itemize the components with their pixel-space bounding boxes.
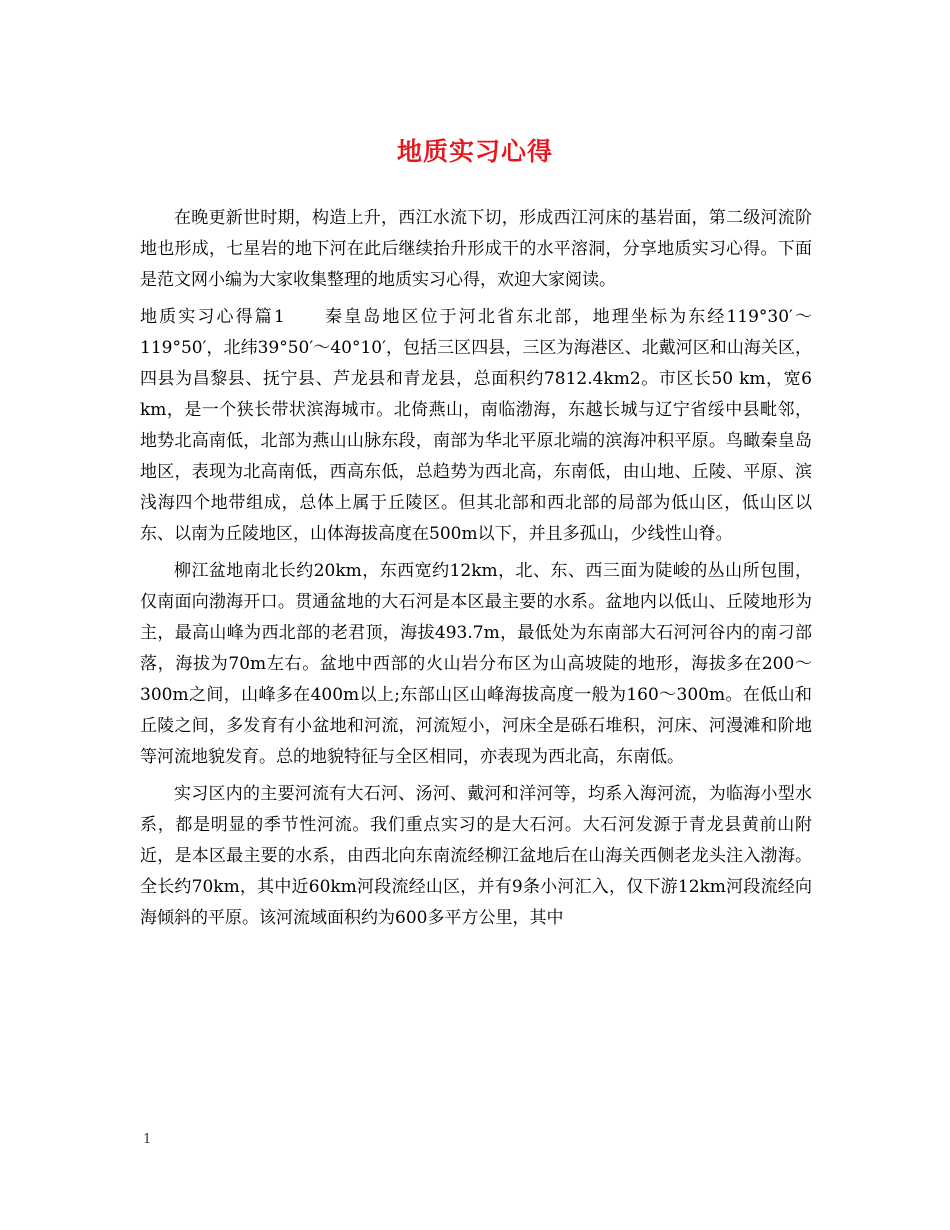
paragraph-liujiang-basin: 柳江盆地南北长约20km，东西宽约12km，北、东、西三面为陡峻的丛山所包围，仅南面向渤海开口。贯通盆地的大石河是本区最主要的水系。盆地内以低山、丘陵地形为主，最高山峰为西北部的老君顶，海拔493.7m，最低处为东南部大石河河谷内的南刁部落，海拔为70m左右。盆地中西部的火山岩分布区为山高坡陡的地形，海拔多在200～300m之间，山峰多在400m以上;东部山区山峰海拔高度一般为160～300m。在低山和丘陵之间，多发育有小盆地和河流，河流短小，河床全是砾石堆积，河床、河漫滩和阶地等河流地貌发育。总的地貌特征与全区相同，亦表现为西北高，东南低。 [140,561,812,767]
paragraph-intro: 在晚更新世时期，构造上升，西江水流下切，形成西江河床的基岩面，第二级河流阶地也形成，七星岩的地下河在此后继续抬升形成干的水平溶洞，分享地质实习心得。下面是范文网小编为大家收集整理的地质实习心得，欢迎大家阅读。 [140,208,812,290]
document-title: 地质实习心得 [396,137,553,166]
page-number: 1 [143,1132,152,1147]
paragraph-section-1: 地质实习心得篇1 秦皇岛地区位于河北省东北部，地理坐标为东经119°30′～119°50′，北纬39°50′～40°10′，包括三区四县，三区为海港区、北戴河区和山海关区，四县为昌黎县、抚宁县、芦龙县和青龙县，总面积约7812.4km2。市区长50 km，宽6 km，是一个狭长带状滨海城市。北倚燕山，南临渤海，东越长城与辽宁省绥中县毗邻，地势北高南低，北部为燕山山脉东段，南部为华北平原北端的滨海冲积平原。鸟瞰秦皇岛地区，表现为北高南低，西高东低，总趋势为西北高，东南低，由山地、丘陵、平原、滨浅海四个地带组成，总体上属于丘陵区。但其北部和西北部的局部为低山区，低山区以东、以南为丘陵地区，山体海拔高度在500m以下，并且多孤山，少线性山脊。 [140,307,812,544]
document-body [140,203,812,940]
paragraph-rivers: 实习区内的主要河流有大石河、汤河、戴河和洋河等，均系入海河流，为临海小型水系，都是明显的季节性河流。我们重点实习的是大石河。大石河发源于青龙县黄前山附近，是本区最主要的水系，由西北向东南流经柳江盆地后在山海关西侧老龙头注入渤海。全长约70km，其中近60km河段流经山区，并有9条小河汇入，仅下游12km河段流经向海倾斜的平原。该河流域面积约为600多平方公里，其中 [140,784,812,928]
